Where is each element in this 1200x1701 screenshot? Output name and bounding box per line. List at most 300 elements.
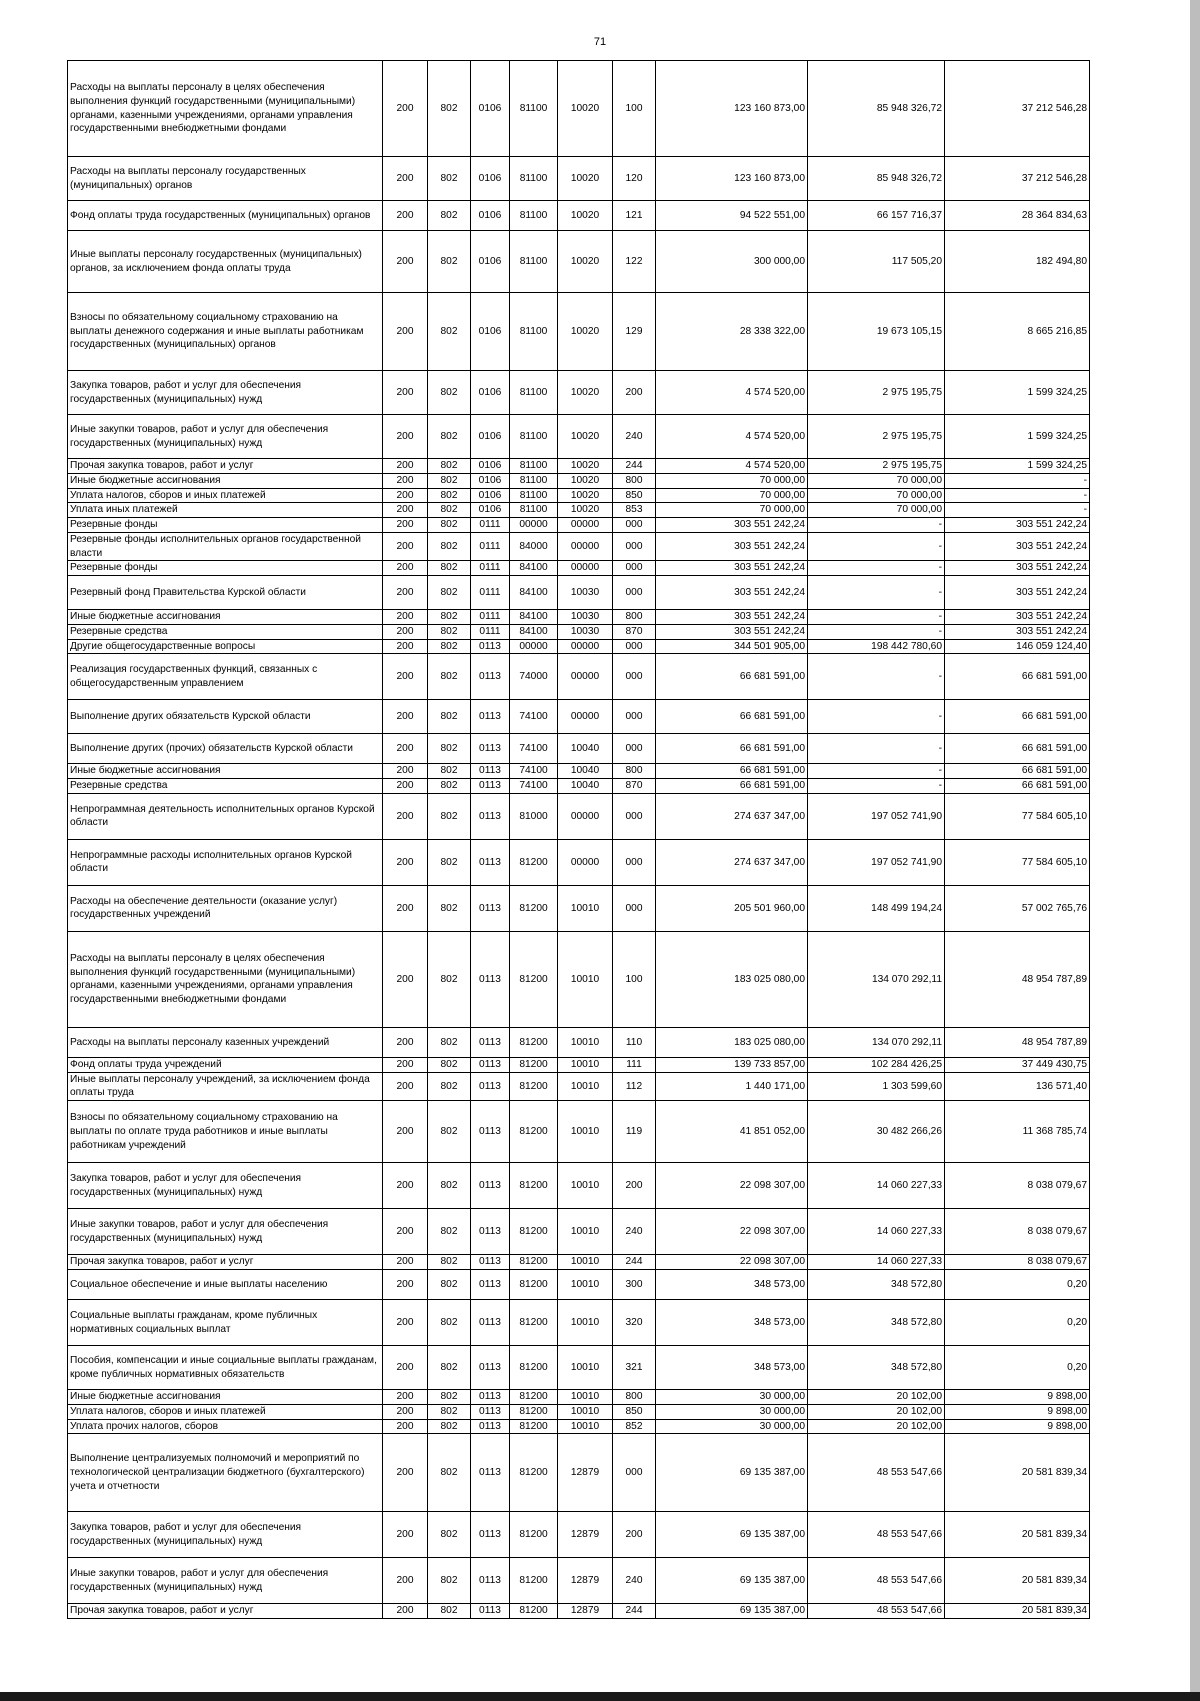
table-row bbox=[68, 488, 1090, 503]
col-code-1: 200 bbox=[383, 931, 428, 1027]
col-code-6: 000 bbox=[613, 576, 656, 610]
row-name: Резервные фонды bbox=[68, 561, 383, 576]
col-code-3: 0113 bbox=[471, 1419, 510, 1434]
col-code-5: 00000 bbox=[558, 518, 613, 533]
col-code-6: 000 bbox=[613, 734, 656, 764]
col-amount-remaining: 182 494,80 bbox=[945, 231, 1090, 293]
col-code-2: 802 bbox=[428, 639, 471, 654]
col-code-5: 10030 bbox=[558, 576, 613, 610]
col-code-4: 81200 bbox=[510, 839, 558, 885]
col-amount-remaining: 303 551 242,24 bbox=[945, 561, 1090, 576]
col-code-3: 0106 bbox=[471, 157, 510, 201]
col-code-2: 802 bbox=[428, 371, 471, 415]
table-row bbox=[68, 1604, 1090, 1619]
col-amount-remaining: 66 681 591,00 bbox=[945, 764, 1090, 779]
col-amount-remaining: 9 898,00 bbox=[945, 1404, 1090, 1419]
col-amount-executed: 102 284 426,25 bbox=[808, 1057, 945, 1072]
col-amount-planned: 344 501 905,00 bbox=[656, 639, 808, 654]
col-code-6: 000 bbox=[613, 1434, 656, 1512]
col-amount-executed: - bbox=[808, 700, 945, 734]
col-amount-planned: 303 551 242,24 bbox=[656, 576, 808, 610]
row-name: Реализация государственных функций, связанных с общегосударственным управлением bbox=[68, 654, 383, 700]
col-code-1: 200 bbox=[383, 779, 428, 794]
col-code-4: 81200 bbox=[510, 1512, 558, 1558]
col-amount-executed: 19 673 105,15 bbox=[808, 293, 945, 371]
table-row bbox=[68, 1512, 1090, 1558]
table-row bbox=[68, 1209, 1090, 1255]
col-code-1: 200 bbox=[383, 1512, 428, 1558]
table-row bbox=[68, 764, 1090, 779]
col-code-3: 0113 bbox=[471, 1558, 510, 1604]
table-row bbox=[68, 576, 1090, 610]
col-code-4: 81200 bbox=[510, 1163, 558, 1209]
col-code-2: 802 bbox=[428, 1027, 471, 1057]
col-amount-planned: 30 000,00 bbox=[656, 1419, 808, 1434]
col-code-1: 200 bbox=[383, 1163, 428, 1209]
row-name: Иные бюджетные ассигнования bbox=[68, 610, 383, 625]
col-code-3: 0113 bbox=[471, 1270, 510, 1300]
col-code-2: 802 bbox=[428, 779, 471, 794]
col-code-2: 802 bbox=[428, 459, 471, 474]
col-code-3: 0106 bbox=[471, 473, 510, 488]
table-row bbox=[68, 1057, 1090, 1072]
col-amount-planned: 139 733 857,00 bbox=[656, 1057, 808, 1072]
col-code-1: 200 bbox=[383, 518, 428, 533]
col-code-6: 240 bbox=[613, 415, 656, 459]
col-code-6: 240 bbox=[613, 1558, 656, 1604]
col-amount-planned: 274 637 347,00 bbox=[656, 839, 808, 885]
col-amount-planned: 66 681 591,00 bbox=[656, 700, 808, 734]
table-row bbox=[68, 503, 1090, 518]
col-code-2: 802 bbox=[428, 1434, 471, 1512]
col-amount-executed: 14 060 227,33 bbox=[808, 1209, 945, 1255]
col-code-3: 0106 bbox=[471, 201, 510, 231]
col-code-1: 200 bbox=[383, 1434, 428, 1512]
col-code-1: 200 bbox=[383, 839, 428, 885]
col-code-6: 850 bbox=[613, 488, 656, 503]
col-amount-executed: - bbox=[808, 576, 945, 610]
col-amount-planned: 22 098 307,00 bbox=[656, 1209, 808, 1255]
table-row bbox=[68, 885, 1090, 931]
col-amount-planned: 123 160 873,00 bbox=[656, 61, 808, 157]
col-code-4: 81100 bbox=[510, 488, 558, 503]
col-code-3: 0111 bbox=[471, 624, 510, 639]
col-code-2: 802 bbox=[428, 700, 471, 734]
col-amount-remaining: 20 581 839,34 bbox=[945, 1558, 1090, 1604]
col-amount-remaining: 66 681 591,00 bbox=[945, 654, 1090, 700]
col-amount-planned: 69 135 387,00 bbox=[656, 1512, 808, 1558]
col-amount-executed: 2 975 195,75 bbox=[808, 459, 945, 474]
col-amount-executed: - bbox=[808, 610, 945, 625]
col-code-6: 112 bbox=[613, 1072, 656, 1101]
col-amount-executed: - bbox=[808, 779, 945, 794]
row-name: Взносы по обязательному социальному страхованию на выплаты денежного содержания и иные выплаты работникам государственных (муниципальных) органов bbox=[68, 293, 383, 371]
col-code-5: 10020 bbox=[558, 231, 613, 293]
col-code-2: 802 bbox=[428, 1163, 471, 1209]
row-name: Непрограммная деятельность исполнительных органов Курской области bbox=[68, 793, 383, 839]
col-code-3: 0111 bbox=[471, 518, 510, 533]
col-amount-planned: 69 135 387,00 bbox=[656, 1434, 808, 1512]
col-amount-remaining: 1 599 324,25 bbox=[945, 371, 1090, 415]
col-code-1: 200 bbox=[383, 201, 428, 231]
table-row bbox=[68, 561, 1090, 576]
col-amount-remaining: 9 898,00 bbox=[945, 1390, 1090, 1405]
table-row bbox=[68, 624, 1090, 639]
col-code-1: 200 bbox=[383, 1270, 428, 1300]
col-amount-executed: 30 482 266,26 bbox=[808, 1101, 945, 1163]
table-row bbox=[68, 201, 1090, 231]
col-code-6: 320 bbox=[613, 1300, 656, 1346]
col-amount-planned: 41 851 052,00 bbox=[656, 1101, 808, 1163]
col-code-1: 200 bbox=[383, 1404, 428, 1419]
col-amount-planned: 30 000,00 bbox=[656, 1390, 808, 1405]
col-code-2: 802 bbox=[428, 488, 471, 503]
col-amount-remaining: 77 584 605,10 bbox=[945, 793, 1090, 839]
row-name: Социальные выплаты гражданам, кроме публичных нормативных социальных выплат bbox=[68, 1300, 383, 1346]
col-code-6: 852 bbox=[613, 1419, 656, 1434]
col-amount-executed: 66 157 716,37 bbox=[808, 201, 945, 231]
col-code-2: 802 bbox=[428, 201, 471, 231]
col-code-4: 81100 bbox=[510, 293, 558, 371]
row-name: Резервные средства bbox=[68, 624, 383, 639]
col-code-6: 200 bbox=[613, 1163, 656, 1209]
col-code-3: 0113 bbox=[471, 1512, 510, 1558]
col-code-2: 802 bbox=[428, 1346, 471, 1390]
col-amount-planned: 28 338 322,00 bbox=[656, 293, 808, 371]
col-code-6: 300 bbox=[613, 1270, 656, 1300]
col-code-3: 0113 bbox=[471, 931, 510, 1027]
col-code-4: 74100 bbox=[510, 779, 558, 794]
col-code-5: 10010 bbox=[558, 1270, 613, 1300]
table-row bbox=[68, 1300, 1090, 1346]
col-code-3: 0106 bbox=[471, 415, 510, 459]
col-code-5: 10010 bbox=[558, 1404, 613, 1419]
table-row bbox=[68, 1390, 1090, 1405]
col-code-3: 0106 bbox=[471, 61, 510, 157]
col-code-5: 10020 bbox=[558, 201, 613, 231]
table-row bbox=[68, 610, 1090, 625]
col-code-6: 100 bbox=[613, 61, 656, 157]
table-row bbox=[68, 1255, 1090, 1270]
row-name: Уплата прочих налогов, сборов bbox=[68, 1419, 383, 1434]
col-amount-planned: 22 098 307,00 bbox=[656, 1163, 808, 1209]
col-code-6: 000 bbox=[613, 885, 656, 931]
col-amount-executed: 48 553 547,66 bbox=[808, 1604, 945, 1619]
col-code-1: 200 bbox=[383, 473, 428, 488]
col-amount-remaining: 48 954 787,89 bbox=[945, 1027, 1090, 1057]
col-code-1: 200 bbox=[383, 293, 428, 371]
col-code-2: 802 bbox=[428, 1604, 471, 1619]
col-code-3: 0106 bbox=[471, 231, 510, 293]
col-amount-remaining: 303 551 242,24 bbox=[945, 518, 1090, 533]
col-code-4: 81100 bbox=[510, 459, 558, 474]
row-name: Социальное обеспечение и иные выплаты населению bbox=[68, 1270, 383, 1300]
col-amount-executed: - bbox=[808, 532, 945, 561]
col-code-2: 802 bbox=[428, 1300, 471, 1346]
col-code-2: 802 bbox=[428, 473, 471, 488]
col-code-2: 802 bbox=[428, 576, 471, 610]
col-amount-executed: - bbox=[808, 624, 945, 639]
col-code-4: 81200 bbox=[510, 1404, 558, 1419]
col-code-3: 0111 bbox=[471, 561, 510, 576]
row-name: Иные бюджетные ассигнования bbox=[68, 1390, 383, 1405]
col-amount-executed: 348 572,80 bbox=[808, 1270, 945, 1300]
col-code-1: 200 bbox=[383, 1346, 428, 1390]
row-name: Выполнение других (прочих) обязательств Курской области bbox=[68, 734, 383, 764]
col-code-6: 121 bbox=[613, 201, 656, 231]
col-amount-remaining: 0,20 bbox=[945, 1346, 1090, 1390]
col-code-1: 200 bbox=[383, 793, 428, 839]
col-code-2: 802 bbox=[428, 931, 471, 1027]
col-code-5: 10030 bbox=[558, 610, 613, 625]
col-code-4: 81200 bbox=[510, 1558, 558, 1604]
col-code-6: 129 bbox=[613, 293, 656, 371]
col-code-2: 802 bbox=[428, 1390, 471, 1405]
col-code-1: 200 bbox=[383, 371, 428, 415]
col-amount-executed: 20 102,00 bbox=[808, 1390, 945, 1405]
table-row bbox=[68, 639, 1090, 654]
table-row bbox=[68, 1404, 1090, 1419]
col-code-1: 200 bbox=[383, 734, 428, 764]
col-code-1: 200 bbox=[383, 157, 428, 201]
col-code-3: 0113 bbox=[471, 1209, 510, 1255]
col-amount-planned: 300 000,00 bbox=[656, 231, 808, 293]
row-name: Фонд оплаты труда государственных (муниципальных) органов bbox=[68, 201, 383, 231]
row-name: Резервные фонды исполнительных органов государственной власти bbox=[68, 532, 383, 561]
col-code-4: 81200 bbox=[510, 1057, 558, 1072]
col-code-6: 110 bbox=[613, 1027, 656, 1057]
col-code-1: 200 bbox=[383, 459, 428, 474]
col-code-3: 0113 bbox=[471, 1255, 510, 1270]
col-code-1: 200 bbox=[383, 415, 428, 459]
col-code-3: 0113 bbox=[471, 1434, 510, 1512]
col-code-4: 81200 bbox=[510, 1072, 558, 1101]
row-name: Уплата налогов, сборов и иных платежей bbox=[68, 1404, 383, 1419]
col-code-6: 240 bbox=[613, 1209, 656, 1255]
col-code-6: 800 bbox=[613, 764, 656, 779]
col-code-4: 81100 bbox=[510, 231, 558, 293]
col-code-3: 0113 bbox=[471, 885, 510, 931]
col-code-2: 802 bbox=[428, 793, 471, 839]
col-amount-planned: 66 681 591,00 bbox=[656, 764, 808, 779]
col-code-3: 0111 bbox=[471, 610, 510, 625]
col-amount-executed: 20 102,00 bbox=[808, 1404, 945, 1419]
col-code-2: 802 bbox=[428, 231, 471, 293]
col-code-3: 0111 bbox=[471, 532, 510, 561]
col-code-1: 200 bbox=[383, 1057, 428, 1072]
col-code-4: 81100 bbox=[510, 415, 558, 459]
table-row bbox=[68, 1072, 1090, 1101]
col-code-5: 00000 bbox=[558, 532, 613, 561]
col-code-1: 200 bbox=[383, 885, 428, 931]
col-code-6: 000 bbox=[613, 518, 656, 533]
col-code-5: 10010 bbox=[558, 1209, 613, 1255]
col-code-3: 0106 bbox=[471, 293, 510, 371]
col-amount-executed: 48 553 547,66 bbox=[808, 1558, 945, 1604]
col-code-4: 00000 bbox=[510, 639, 558, 654]
col-code-5: 00000 bbox=[558, 639, 613, 654]
col-code-4: 81200 bbox=[510, 1390, 558, 1405]
table-row bbox=[68, 157, 1090, 201]
col-amount-remaining: 20 581 839,34 bbox=[945, 1604, 1090, 1619]
table-row bbox=[68, 473, 1090, 488]
row-name: Пособия, компенсации и иные социальные выплаты гражданам, кроме публичных нормативных обязательств bbox=[68, 1346, 383, 1390]
col-code-2: 802 bbox=[428, 157, 471, 201]
col-amount-remaining: 1 599 324,25 bbox=[945, 459, 1090, 474]
row-name: Другие общегосударственные вопросы bbox=[68, 639, 383, 654]
table-row bbox=[68, 839, 1090, 885]
col-code-5: 10010 bbox=[558, 1163, 613, 1209]
row-name: Прочая закупка товаров, работ и услуг bbox=[68, 1255, 383, 1270]
col-amount-remaining: 8 038 079,67 bbox=[945, 1209, 1090, 1255]
col-code-2: 802 bbox=[428, 1419, 471, 1434]
col-code-4: 84100 bbox=[510, 610, 558, 625]
row-name: Прочая закупка товаров, работ и услуг bbox=[68, 459, 383, 474]
col-code-4: 81100 bbox=[510, 371, 558, 415]
col-code-5: 12879 bbox=[558, 1604, 613, 1619]
col-code-5: 10010 bbox=[558, 1072, 613, 1101]
col-code-6: 119 bbox=[613, 1101, 656, 1163]
row-name: Непрограммные расходы исполнительных органов Курской области bbox=[68, 839, 383, 885]
col-code-6: 111 bbox=[613, 1057, 656, 1072]
table-row bbox=[68, 415, 1090, 459]
col-code-2: 802 bbox=[428, 1255, 471, 1270]
col-code-3: 0106 bbox=[471, 371, 510, 415]
row-name: Иные выплаты персоналу государственных (муниципальных) органов, за исключением фонда оплаты труда bbox=[68, 231, 383, 293]
row-name: Иные закупки товаров, работ и услуг для обеспечения государственных (муниципальных) нужд bbox=[68, 1209, 383, 1255]
col-code-4: 81100 bbox=[510, 61, 558, 157]
col-code-6: 870 bbox=[613, 779, 656, 794]
row-name: Резервные фонды bbox=[68, 518, 383, 533]
col-code-1: 200 bbox=[383, 624, 428, 639]
col-amount-planned: 1 440 171,00 bbox=[656, 1072, 808, 1101]
table-row bbox=[68, 931, 1090, 1027]
col-code-6: 200 bbox=[613, 1512, 656, 1558]
col-amount-remaining: 66 681 591,00 bbox=[945, 700, 1090, 734]
col-amount-executed: 198 442 780,60 bbox=[808, 639, 945, 654]
col-code-4: 84100 bbox=[510, 561, 558, 576]
col-code-2: 802 bbox=[428, 1404, 471, 1419]
col-code-2: 802 bbox=[428, 610, 471, 625]
col-amount-planned: 205 501 960,00 bbox=[656, 885, 808, 931]
col-amount-remaining: 0,20 bbox=[945, 1270, 1090, 1300]
col-code-4: 81100 bbox=[510, 201, 558, 231]
table-row bbox=[68, 371, 1090, 415]
col-code-2: 802 bbox=[428, 1101, 471, 1163]
col-code-6: 244 bbox=[613, 1604, 656, 1619]
col-code-1: 200 bbox=[383, 561, 428, 576]
col-amount-remaining: 77 584 605,10 bbox=[945, 839, 1090, 885]
col-amount-executed: 1 303 599,60 bbox=[808, 1072, 945, 1101]
table-row bbox=[68, 1163, 1090, 1209]
col-code-6: 000 bbox=[613, 654, 656, 700]
col-code-5: 12879 bbox=[558, 1558, 613, 1604]
row-name: Расходы на выплаты персоналу казенных учреждений bbox=[68, 1027, 383, 1057]
col-amount-remaining: 0,20 bbox=[945, 1300, 1090, 1346]
col-code-3: 0106 bbox=[471, 459, 510, 474]
col-code-5: 10010 bbox=[558, 1057, 613, 1072]
row-name: Фонд оплаты труда учреждений bbox=[68, 1057, 383, 1072]
col-code-5: 00000 bbox=[558, 561, 613, 576]
col-code-5: 10040 bbox=[558, 734, 613, 764]
col-code-4: 74100 bbox=[510, 700, 558, 734]
col-code-2: 802 bbox=[428, 839, 471, 885]
col-amount-planned: 4 574 520,00 bbox=[656, 415, 808, 459]
row-name: Выполнение централизуемых полномочий и мероприятий по технологической централизации бюджетного (бухгалтерского) учета и отчетности bbox=[68, 1434, 383, 1512]
col-code-5: 10040 bbox=[558, 779, 613, 794]
row-name: Прочая закупка товаров, работ и услуг bbox=[68, 1604, 383, 1619]
col-code-1: 200 bbox=[383, 503, 428, 518]
col-code-1: 200 bbox=[383, 532, 428, 561]
col-code-2: 802 bbox=[428, 415, 471, 459]
col-code-4: 81100 bbox=[510, 473, 558, 488]
col-code-1: 200 bbox=[383, 654, 428, 700]
col-amount-executed: 70 000,00 bbox=[808, 473, 945, 488]
col-code-5: 00000 bbox=[558, 839, 613, 885]
col-amount-remaining: 28 364 834,63 bbox=[945, 201, 1090, 231]
col-code-3: 0113 bbox=[471, 1404, 510, 1419]
col-code-6: 800 bbox=[613, 610, 656, 625]
row-name: Иные закупки товаров, работ и услуг для обеспечения государственных (муниципальных) нужд bbox=[68, 1558, 383, 1604]
col-code-5: 12879 bbox=[558, 1512, 613, 1558]
col-amount-remaining: 8 665 216,85 bbox=[945, 293, 1090, 371]
col-code-2: 802 bbox=[428, 1270, 471, 1300]
col-code-3: 0113 bbox=[471, 1346, 510, 1390]
col-code-2: 802 bbox=[428, 1209, 471, 1255]
col-code-5: 00000 bbox=[558, 793, 613, 839]
col-amount-executed: 70 000,00 bbox=[808, 503, 945, 518]
col-code-3: 0106 bbox=[471, 488, 510, 503]
col-code-1: 200 bbox=[383, 1558, 428, 1604]
col-code-4: 84100 bbox=[510, 624, 558, 639]
page-number: 71 bbox=[593, 36, 607, 48]
col-code-3: 0113 bbox=[471, 1057, 510, 1072]
row-name: Закупка товаров, работ и услуг для обеспечения государственных (муниципальных) нужд bbox=[68, 371, 383, 415]
col-amount-planned: 70 000,00 bbox=[656, 473, 808, 488]
col-amount-remaining: 303 551 242,24 bbox=[945, 624, 1090, 639]
table-row bbox=[68, 1101, 1090, 1163]
row-name: Закупка товаров, работ и услуг для обеспечения государственных (муниципальных) нужд bbox=[68, 1163, 383, 1209]
col-code-4: 84100 bbox=[510, 576, 558, 610]
col-amount-executed: - bbox=[808, 764, 945, 779]
table-row bbox=[68, 293, 1090, 371]
col-code-1: 200 bbox=[383, 61, 428, 157]
col-code-4: 81000 bbox=[510, 793, 558, 839]
col-code-4: 81200 bbox=[510, 1604, 558, 1619]
col-amount-remaining: 37 449 430,75 bbox=[945, 1057, 1090, 1072]
col-amount-executed: - bbox=[808, 561, 945, 576]
col-code-4: 81200 bbox=[510, 1419, 558, 1434]
col-amount-remaining: 136 571,40 bbox=[945, 1072, 1090, 1101]
col-code-3: 0113 bbox=[471, 764, 510, 779]
col-code-2: 802 bbox=[428, 532, 471, 561]
table-row bbox=[68, 1558, 1090, 1604]
table-row bbox=[68, 61, 1090, 157]
col-amount-executed: 148 499 194,24 bbox=[808, 885, 945, 931]
col-code-4: 81200 bbox=[510, 1209, 558, 1255]
col-code-1: 200 bbox=[383, 1101, 428, 1163]
row-name: Уплата налогов, сборов и иных платежей bbox=[68, 488, 383, 503]
col-code-2: 802 bbox=[428, 764, 471, 779]
col-code-3: 0111 bbox=[471, 576, 510, 610]
col-amount-remaining: 303 551 242,24 bbox=[945, 532, 1090, 561]
col-code-4: 81100 bbox=[510, 503, 558, 518]
col-code-4: 81200 bbox=[510, 1434, 558, 1512]
row-name: Иные закупки товаров, работ и услуг для обеспечения государственных (муниципальных) нужд bbox=[68, 415, 383, 459]
col-amount-remaining: 48 954 787,89 bbox=[945, 931, 1090, 1027]
col-amount-planned: 22 098 307,00 bbox=[656, 1255, 808, 1270]
col-code-5: 10020 bbox=[558, 473, 613, 488]
